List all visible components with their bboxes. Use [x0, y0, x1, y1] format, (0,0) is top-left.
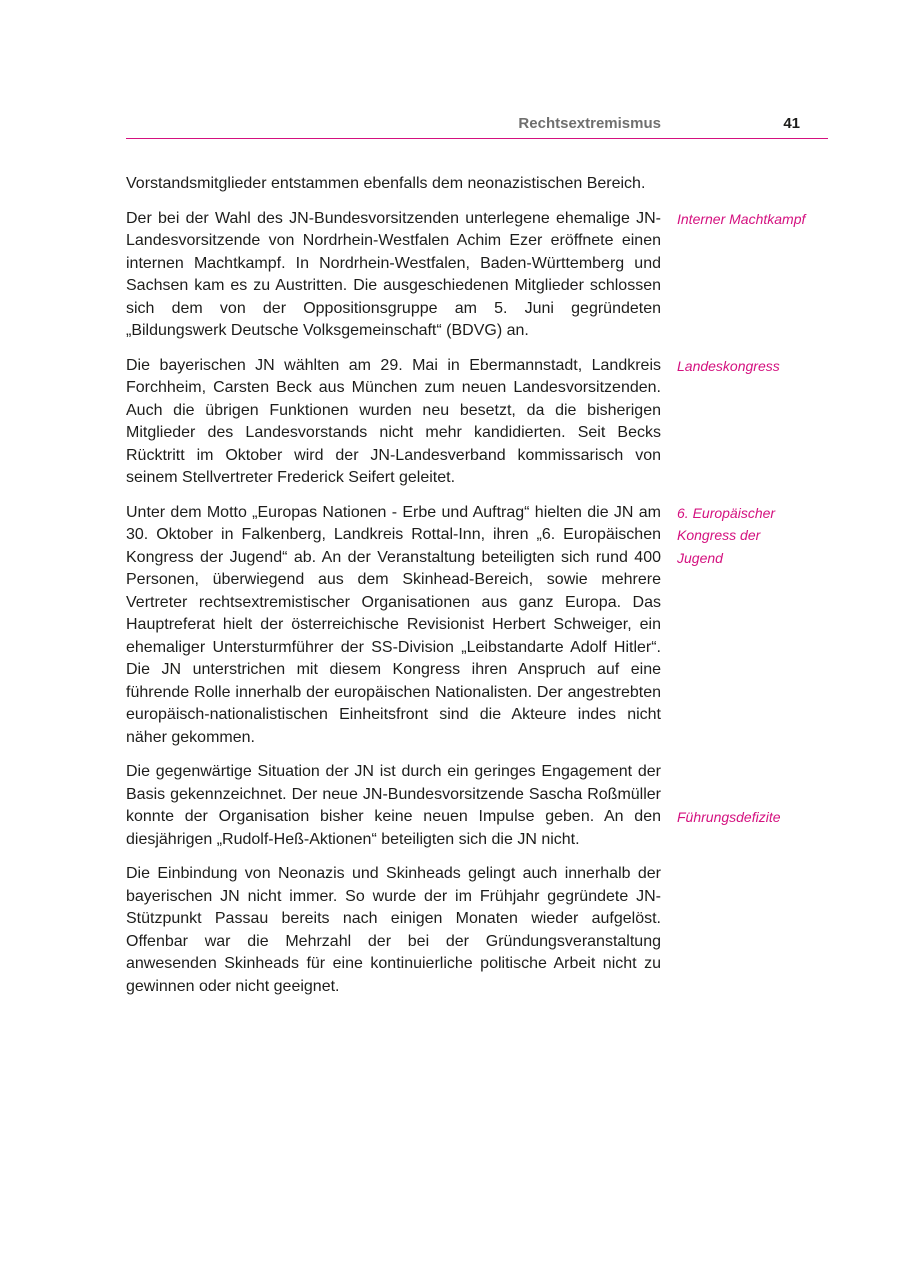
paragraph: [126, 761, 781, 851]
paragraph: [126, 208, 806, 343]
main-text: [126, 173, 806, 1010]
paragraph-text: Die Einbindung von Neonazis und Skinheads gelingt auch innerhalb der bayerischen JN nicht immer. So wurde der im Frühjahr gegründete JN-Stützpunkt Passau bereits nach einigen Monaten wieder aufgelöst. Offenbar war die Mehrzahl der bei der Gründungsveranstaltung anwesenden Skinheads für eine kontinuierliche politische Arbeit nicht zu gewinnen oder nicht geeignet.: [126, 865, 661, 995]
header-title: Rechtsextremismus: [518, 115, 661, 132]
margin-note-interner-machtkampf: Interner Machtkampf: [677, 210, 806, 227]
running-header: [126, 112, 828, 139]
margin-note-europaeischer-kongress: 6. Europäischer Kongress der Jugend: [677, 504, 776, 566]
paragraph: [126, 173, 661, 196]
paragraph: [126, 355, 780, 490]
margin-note-fuehrungsdefizite: Führungsdefizite: [677, 809, 781, 825]
margin-note-landeskongress: Landeskongress: [677, 357, 780, 374]
paragraph: [126, 863, 661, 998]
paragraph: [126, 502, 776, 750]
page-number: 41: [783, 115, 800, 132]
paragraph-text: Die bayerischen JN wählten am 29. Mai in Ebermannstadt, Landkreis Forchheim, Carsten Beck aus München zum neuen Landesvorsitzenden. Auch die übrigen Funktionen wurden neu besetzt, da die bisherigen Mitglieder des Landesvorstands nicht mehr kandidierten. Seit Becks Rücktritt im Oktober wird der JN-Landesverband kommissarisch von seinem Stellvertreter Frederick Seifert geleitet.: [126, 356, 661, 486]
paragraph-text: Die gegenwärtige Situation der JN ist durch ein geringes Engagement der Basis gekennzeichnet. Der neue JN-Bundesvorsitzende Sascha Roßmüller konnte der Organisation bisher keine neuen Impulse geben. An den diesjährigen „Rudolf-Heß-Aktionen“ beteiligten sich die JN nicht.: [126, 763, 661, 848]
paragraph-text: Der bei der Wahl des JN-Bundesvorsitzenden unterlegene ehemalige JN-Landesvorsitzende von Nordrhein-Westfalen Achim Ezer eröffnete einen internen Machtkampf. In Nordrhein-Westfalen, Baden-Württemberg und Sachsen kam es zu Austritten. Die ausgeschiedenen Mitglieder schlossen sich dem von der Oppositionsgruppe am 5. Juni gegründeten „Bildungswerk Deutsche Volksgemeinschaft“ (BDVG) an.: [126, 209, 661, 339]
paragraph-text: Unter dem Motto „Europas Nationen - Erbe und Auftrag“ hielten die JN am 30. Oktober in Falkenberg, Landkreis Rottal-Inn, ihren „6. Europäischen Kongress der Jugend“ ab. An der Veranstaltung beteiligten sich rund 400 Personen, überwiegend aus dem Skinhead-Bereich, sowie mehrere Vertreter rechtsextremistischer Organisationen aus ganz Europa. Das Hauptreferat hielt der österreichische Revisionist Herbert Schweiger, ein ehemaliger Untersturmführer der SS-Division „Leibstandarte Adolf Hitler“. Die JN unterstrichen mit diesem Kongress ihren Anspruch auf eine führende Rolle innerhalb der europäischen Nationalisten. Der angestrebten europäisch-nationalistischen Einheitsfront sind die Akteure indes nicht näher gekommen.: [126, 503, 661, 746]
paragraph-text: Vorstandsmitglieder entstammen ebenfalls dem neonazistischen Bereich.: [126, 175, 646, 192]
